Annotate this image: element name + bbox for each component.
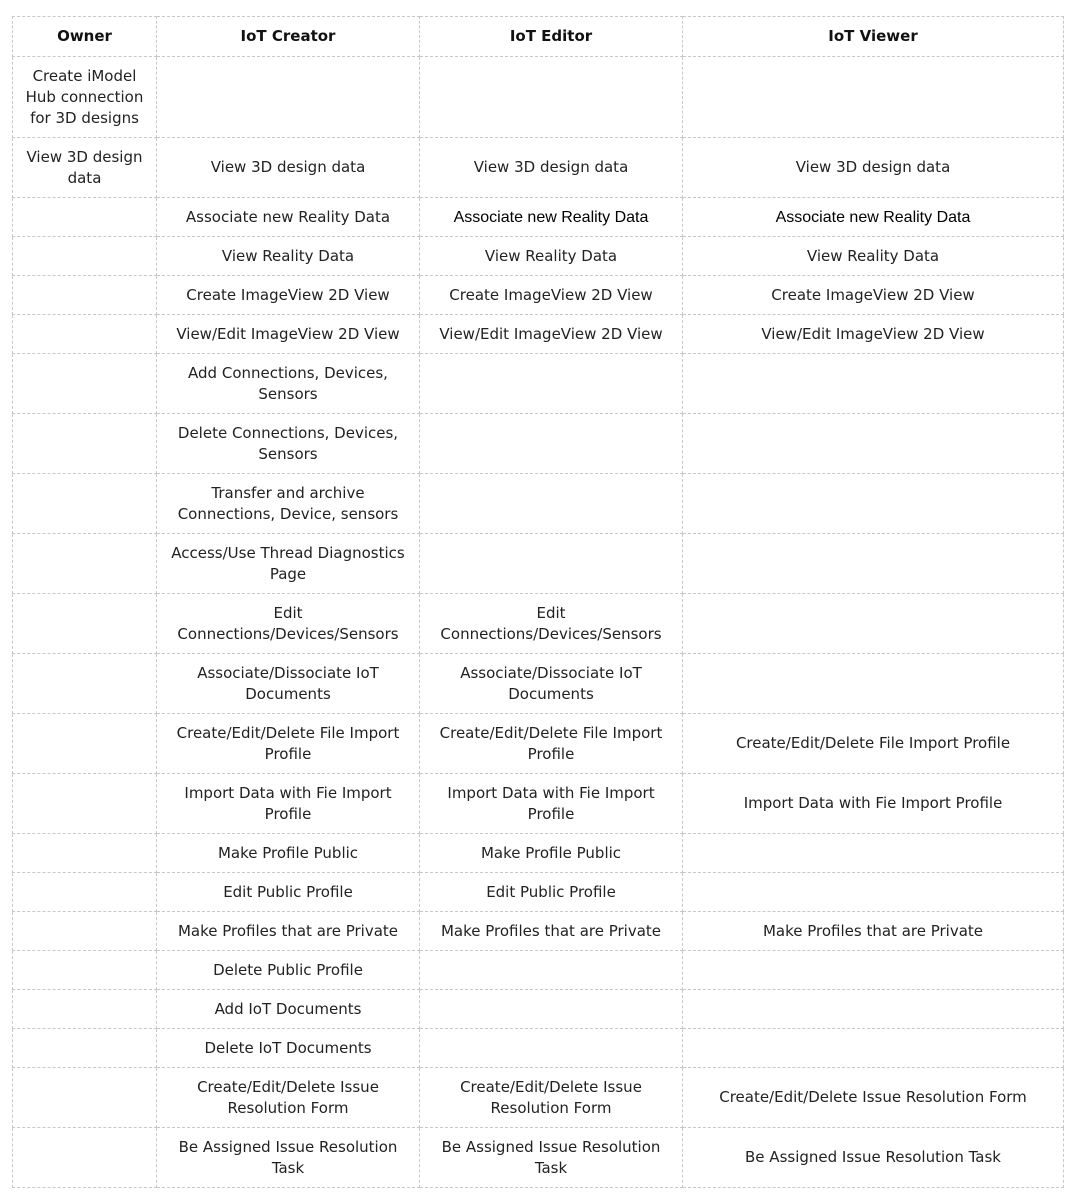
table-body (13, 57, 1064, 1188)
cell-iot-editor (420, 414, 683, 474)
table-row (13, 237, 1064, 276)
cell-iot-editor: Make Profile Public (420, 834, 683, 873)
cell-iot-editor: View/Edit ImageView 2D View (420, 315, 683, 354)
cell-iot-editor: View 3D design data (420, 138, 683, 198)
cell-iot-editor (420, 354, 683, 414)
table-row (13, 774, 1064, 834)
header-iot-editor: IoT Editor (420, 17, 683, 57)
cell-iot-editor: Edit Public Profile (420, 873, 683, 912)
cell-owner (13, 354, 157, 414)
cell-iot-viewer: Import Data with Fie Import Profile (683, 774, 1064, 834)
table-row (13, 1128, 1064, 1188)
table-row (13, 654, 1064, 714)
cell-iot-creator: View 3D design data (157, 138, 420, 198)
table-row (13, 714, 1064, 774)
cell-iot-creator: Add IoT Documents (157, 990, 420, 1029)
cell-iot-editor: Edit Connections/Devices/Sensors (420, 594, 683, 654)
cell-iot-viewer: Create/Edit/Delete File Import Profile (683, 714, 1064, 774)
cell-iot-viewer (683, 414, 1064, 474)
cell-owner (13, 714, 157, 774)
cell-iot-viewer (683, 654, 1064, 714)
cell-owner (13, 474, 157, 534)
cell-iot-creator: Delete Connections, Devices, Sensors (157, 414, 420, 474)
cell-iot-creator: Access/Use Thread Diagnostics Page (157, 534, 420, 594)
cell-owner (13, 594, 157, 654)
cell-owner (13, 990, 157, 1029)
cell-iot-editor: Create/Edit/Delete Issue Resolution Form (420, 1068, 683, 1128)
cell-iot-editor (420, 57, 683, 138)
table-row (13, 354, 1064, 414)
table-row (13, 951, 1064, 990)
cell-owner (13, 534, 157, 594)
cell-iot-viewer (683, 57, 1064, 138)
cell-iot-editor (420, 1029, 683, 1068)
cell-owner (13, 873, 157, 912)
cell-iot-editor: Import Data with Fie Import Profile (420, 774, 683, 834)
permissions-table (12, 16, 1064, 1188)
cell-iot-viewer: Associate new Reality Data (683, 198, 1064, 237)
cell-iot-creator: Create/Edit/Delete File Import Profile (157, 714, 420, 774)
table-row (13, 912, 1064, 951)
cell-iot-viewer: View/Edit ImageView 2D View (683, 315, 1064, 354)
cell-iot-editor (420, 990, 683, 1029)
cell-owner (13, 1128, 157, 1188)
cell-iot-creator: Associate/Dissociate IoT Documents (157, 654, 420, 714)
cell-owner (13, 315, 157, 354)
table-row (13, 138, 1064, 198)
cell-iot-editor: Be Assigned Issue Resolution Task (420, 1128, 683, 1188)
cell-iot-viewer (683, 990, 1064, 1029)
cell-iot-creator: Add Connections, Devices, Sensors (157, 354, 420, 414)
cell-iot-viewer: Be Assigned Issue Resolution Task (683, 1128, 1064, 1188)
cell-owner: View 3D design data (13, 138, 157, 198)
table-row (13, 414, 1064, 474)
cell-iot-creator: View/Edit ImageView 2D View (157, 315, 420, 354)
cell-iot-viewer (683, 834, 1064, 873)
table-row (13, 315, 1064, 354)
cell-iot-creator: Associate new Reality Data (157, 198, 420, 237)
cell-iot-creator: Transfer and archive Connections, Device, sensors (157, 474, 420, 534)
cell-iot-creator: Make Profiles that are Private (157, 912, 420, 951)
cell-iot-viewer (683, 594, 1064, 654)
cell-iot-editor: View Reality Data (420, 237, 683, 276)
cell-iot-creator: Import Data with Fie Import Profile (157, 774, 420, 834)
cell-iot-creator: Be Assigned Issue Resolution Task (157, 1128, 420, 1188)
table-row (13, 57, 1064, 138)
cell-owner (13, 774, 157, 834)
cell-iot-editor (420, 951, 683, 990)
cell-owner (13, 1029, 157, 1068)
cell-iot-creator (157, 57, 420, 138)
header-iot-viewer: IoT Viewer (683, 17, 1064, 57)
table-row (13, 198, 1064, 237)
cell-iot-editor (420, 474, 683, 534)
cell-iot-editor: Create/Edit/Delete File Import Profile (420, 714, 683, 774)
table-row (13, 594, 1064, 654)
cell-owner: Create iModel Hub connection for 3D designs (13, 57, 157, 138)
cell-iot-creator: Edit Public Profile (157, 873, 420, 912)
cell-iot-creator: Edit Connections/Devices/Sensors (157, 594, 420, 654)
cell-iot-viewer (683, 474, 1064, 534)
cell-iot-viewer: Create/Edit/Delete Issue Resolution Form (683, 1068, 1064, 1128)
cell-iot-viewer (683, 873, 1064, 912)
cell-iot-creator: Make Profile Public (157, 834, 420, 873)
cell-iot-editor (420, 534, 683, 594)
cell-owner (13, 834, 157, 873)
cell-iot-viewer (683, 354, 1064, 414)
table-row (13, 534, 1064, 594)
cell-owner (13, 951, 157, 990)
table-row (13, 873, 1064, 912)
cell-iot-editor: Associate new Reality Data (420, 198, 683, 237)
cell-owner (13, 276, 157, 315)
cell-iot-creator: Create ImageView 2D View (157, 276, 420, 315)
table-row (13, 474, 1064, 534)
cell-iot-viewer (683, 1029, 1064, 1068)
cell-iot-viewer (683, 951, 1064, 990)
cell-iot-viewer: View Reality Data (683, 237, 1064, 276)
cell-iot-creator: View Reality Data (157, 237, 420, 276)
cell-owner (13, 414, 157, 474)
header-iot-creator: IoT Creator (157, 17, 420, 57)
cell-owner (13, 198, 157, 237)
cell-owner (13, 654, 157, 714)
cell-iot-viewer: View 3D design data (683, 138, 1064, 198)
cell-iot-creator: Delete Public Profile (157, 951, 420, 990)
table-row (13, 1068, 1064, 1128)
cell-owner (13, 912, 157, 951)
cell-iot-viewer: Create ImageView 2D View (683, 276, 1064, 315)
cell-owner (13, 1068, 157, 1128)
cell-owner (13, 237, 157, 276)
table-header (13, 17, 1064, 57)
cell-iot-editor: Create ImageView 2D View (420, 276, 683, 315)
table-row (13, 990, 1064, 1029)
header-row (13, 17, 1064, 57)
cell-iot-viewer (683, 534, 1064, 594)
cell-iot-creator: Create/Edit/Delete Issue Resolution Form (157, 1068, 420, 1128)
header-owner: Owner (13, 17, 157, 57)
cell-iot-editor: Associate/Dissociate IoT Documents (420, 654, 683, 714)
table-row (13, 834, 1064, 873)
cell-iot-creator: Delete IoT Documents (157, 1029, 420, 1068)
table-row (13, 1029, 1064, 1068)
cell-iot-editor: Make Profiles that are Private (420, 912, 683, 951)
cell-iot-viewer: Make Profiles that are Private (683, 912, 1064, 951)
table-row (13, 276, 1064, 315)
